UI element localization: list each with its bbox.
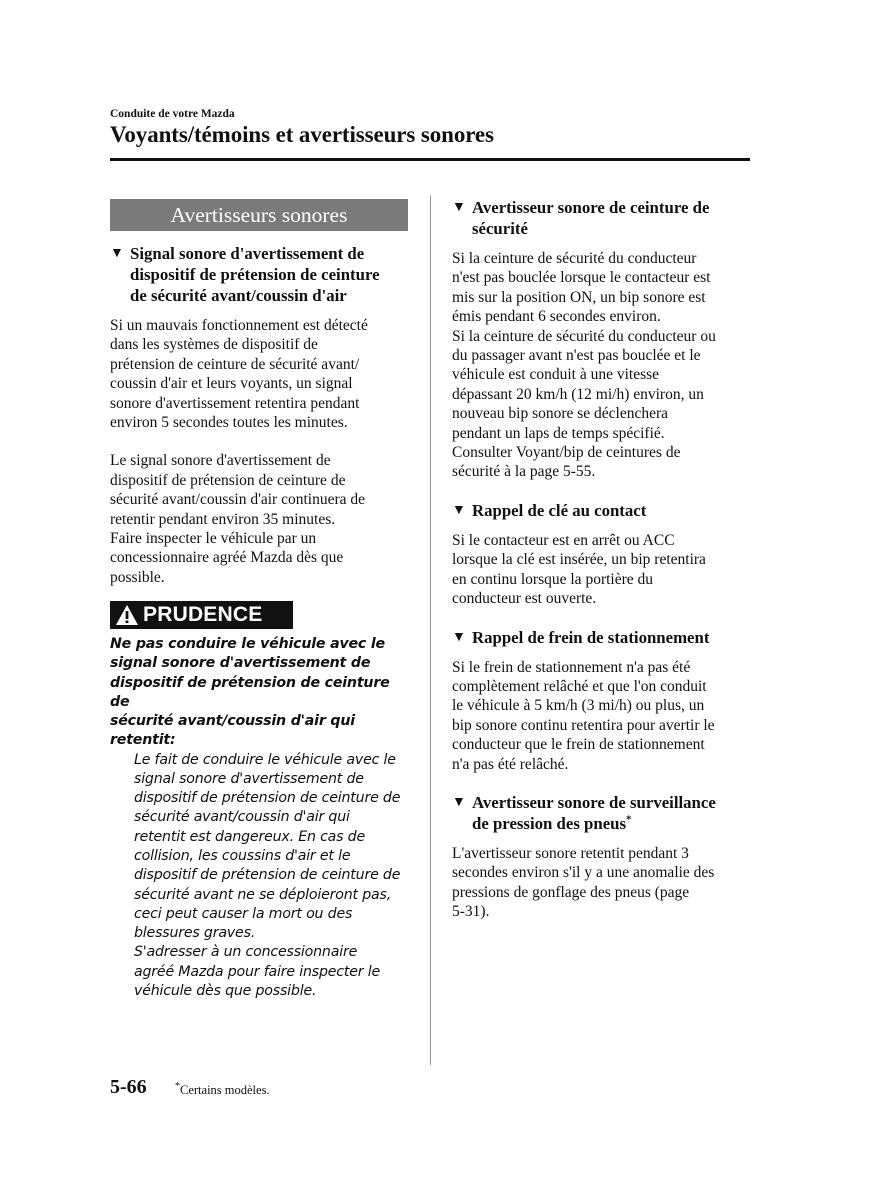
heading-tire-pressure-warning (452, 792, 752, 834)
text-line: secondes environ s'il y a une anomalie des (452, 864, 715, 882)
heading-line: Avertisseur sonore de ceinture de (472, 198, 710, 217)
heading-line: Avertisseur sonore de surveillance (472, 792, 716, 812)
paragraph-tire-pressure-warning (452, 844, 752, 922)
caution-label: PRUDENCE (143, 603, 263, 627)
text-line: blessures graves. (134, 925, 256, 942)
paragraph-key-reminder (452, 531, 752, 609)
paragraph-seatbelt-chime (452, 249, 752, 482)
heading-line: de sécurité avant/coussin d'air (130, 286, 347, 305)
text-line: du passager avant n'est pas bouclée et le (452, 347, 701, 365)
text-line: L'avertisseur sonore retentit pendant 3 (452, 844, 689, 862)
running-header: Conduite de votre Mazda (110, 108, 235, 120)
heading-line: dispositif de prétension de ceinture (130, 265, 380, 284)
heading-parking-brake-reminder (452, 627, 752, 648)
text-line: complètement relâché et que l'on conduit (452, 677, 707, 695)
text-line: le véhicule à 5 km/h (3 mi/h) ou plus, un (452, 697, 705, 715)
text-line: n'est pas bouclée lorsque le contacteur est (452, 269, 711, 287)
heading-line: Rappel de frein de stationnement (472, 627, 710, 647)
footnote-text: Certains modèles. (180, 1083, 270, 1097)
text-line: Si un mauvais fonctionnement est détecté (110, 317, 368, 334)
paragraph-pretensioner-1 (110, 316, 410, 432)
caution-explanation (110, 751, 410, 1002)
text-line: sécurité avant/coussin d'air qui (134, 809, 350, 826)
text-line: nouveau bip sonore se déclenchera (452, 405, 669, 423)
page-number: 5-66 (110, 1076, 147, 1098)
right-column (452, 197, 752, 922)
heading-text: de pression des pneus (472, 813, 627, 833)
header-rule (110, 158, 750, 161)
text-line: sécurité à la page 5-55. (452, 463, 596, 481)
paragraph-pretensioner-2 (110, 451, 410, 587)
section-banner: Avertisseurs sonores (110, 199, 408, 231)
text-line: pressions de gonflage des pneus (page (452, 883, 690, 901)
text-line: ceci peut causer la mort ou des (134, 905, 353, 922)
warning-triangle-icon (113, 601, 141, 629)
triangle-bullet-icon: ▼ (452, 794, 466, 810)
text-line: pendant un laps de temps spécifié. (452, 424, 665, 442)
text-line: environ 5 secondes toutes les minutes. (110, 414, 348, 432)
page-title: Voyants/témoins et avertisseurs sonores (110, 122, 494, 147)
asterisk-icon: * (175, 1080, 180, 1092)
heading-line: Signal sonore d'avertissement de (130, 244, 365, 263)
text-line: n'a pas été relâché. (452, 755, 569, 773)
text-line: en continu lorsque la portière du (452, 570, 654, 588)
text-line: véhicule dès que possible. (134, 983, 317, 1000)
triangle-bullet-icon: ▼ (452, 200, 466, 215)
text-line: dispositif de prétension de ceinture de (134, 867, 401, 884)
heading-key-reminder (452, 500, 752, 521)
text-line: Consulter Voyant/bip de ceintures de (452, 444, 681, 462)
text-line: Si le contacteur est en arrêt ou ACC (452, 531, 675, 549)
text-line: dépassant 20 km/h (12 mi/h) environ, un (452, 385, 704, 403)
heading-seatbelt-chime (452, 197, 752, 239)
text-line: collision, les coussins d'air et le (134, 847, 351, 864)
asterisk-icon: * (626, 813, 632, 826)
text-line: bip sonore continu retentira pour avertir le (452, 716, 715, 734)
text-line: Le signal sonore d'avertissement de (110, 452, 331, 470)
text-line: sécurité avant/coussin d'air qui retentit: (110, 713, 355, 749)
text-line: conducteur que le frein de stationnement (452, 736, 705, 754)
text-line: Si le frein de stationnement n'a pas été (452, 658, 691, 676)
left-column (110, 199, 410, 1001)
text-line: prétension de ceinture de sécurité avant/ (110, 355, 360, 373)
text-line: lorsque la clé est insérée, un bip retentira (452, 551, 706, 569)
caution-label-box (110, 601, 293, 629)
text-line: sécurité avant ne se déploieront pas, (134, 886, 392, 903)
text-line: agréé Mazda pour faire inspecter le (134, 963, 380, 980)
text-line: coussin d'air et leurs voyants, un signal (110, 375, 353, 393)
heading-line: sécurité (472, 219, 528, 238)
text-line: sonore d'avertissement retentira pendant (110, 394, 360, 412)
triangle-bullet-icon: ▼ (452, 502, 466, 518)
text-line: Si la ceinture de sécurité du conducteur (452, 250, 697, 267)
text-line: dispositif de prétension de ceinture de (110, 674, 390, 710)
triangle-bullet-icon: ▼ (110, 246, 124, 261)
text-line: véhicule est conduit à une vitesse (452, 366, 660, 384)
column-divider (430, 195, 431, 1065)
text-line: S'adresser à un concessionnaire (134, 944, 358, 961)
heading-pretensioner-warning (110, 243, 410, 306)
text-line: 5-31). (452, 903, 490, 921)
text-line: mis sur la position ON, un bip sonore est (452, 288, 706, 306)
text-line: dispositif de prétension de ceinture de (110, 471, 346, 489)
footnote (175, 1080, 270, 1098)
text-line: émis pendant 6 secondes environ. (452, 308, 661, 326)
text-line: concessionnaire agréé Mazda dès que (110, 549, 344, 567)
heading-line: Rappel de clé au contact (472, 500, 647, 520)
text-line: Si la ceinture de sécurité du conducteur ou (452, 327, 716, 345)
text-line: Ne pas conduire le véhicule avec le (110, 636, 385, 653)
text-line: dans les systèmes de dispositif de (110, 336, 318, 354)
paragraph-parking-brake-reminder (452, 658, 752, 774)
text-line: possible. (110, 568, 165, 586)
text-line: Le fait de conduire le véhicule avec le (134, 751, 396, 768)
caution-statement (110, 635, 410, 750)
heading-line (472, 813, 752, 834)
text-line: signal sonore d'avertissement de (134, 770, 364, 787)
text-line: Faire inspecter le véhicule par un (110, 530, 317, 548)
text-line: signal sonore d'avertissement de (110, 655, 371, 672)
text-line: sécurité avant/coussin d'air continuera de (110, 491, 366, 509)
text-line: conducteur est ouverte. (452, 590, 597, 608)
text-line: dispositif de prétension de ceinture de (134, 790, 401, 807)
text-line: retentir pendant environ 35 minutes. (110, 510, 336, 528)
text-line: retentit est dangereux. En cas de (134, 828, 366, 845)
triangle-bullet-icon: ▼ (452, 629, 466, 645)
